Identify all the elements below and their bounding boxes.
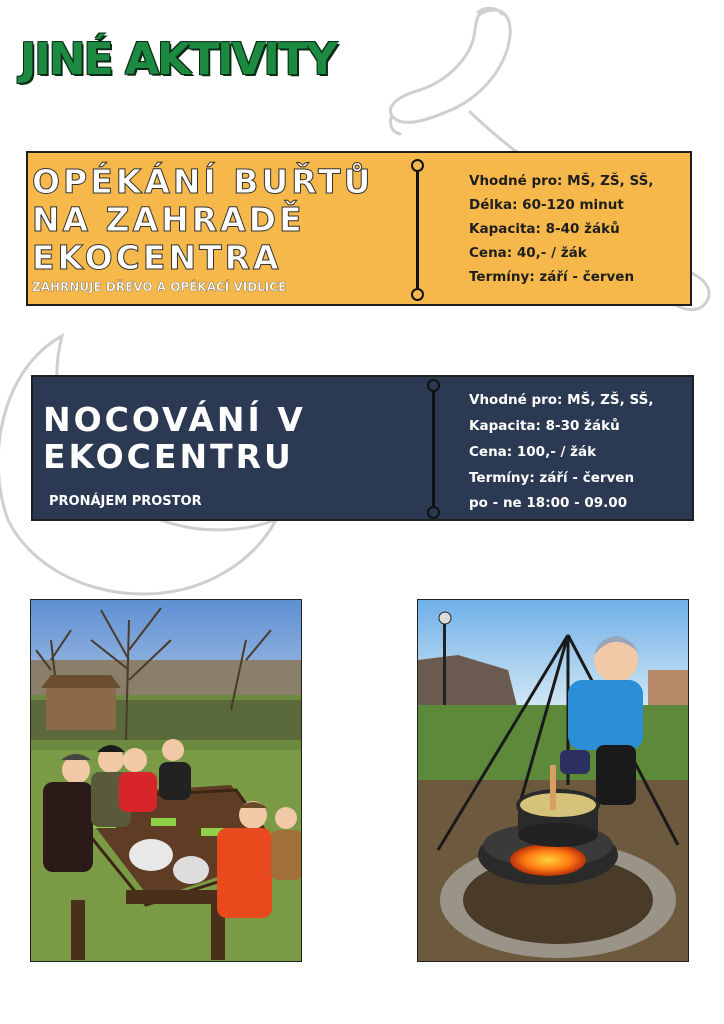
- timeline-divider: [416, 171, 419, 289]
- info-capacity: Kapacita: 8-30 žáků: [469, 418, 620, 434]
- children-picnic-table-photo: [30, 599, 302, 962]
- activity-title: [32, 163, 373, 277]
- info-price: Cena: 40,- / žák: [469, 245, 587, 261]
- activity-title-line: OPÉKÁNÍ BUŘTŮ: [32, 162, 374, 201]
- activity-title-line: NOCOVÁNÍ V: [43, 400, 306, 439]
- activity-note: PRONÁJEM PROSTOR: [49, 494, 202, 509]
- info-suitable-for: Vhodné pro: MŠ, ZŠ, SŠ,: [469, 173, 654, 189]
- info-price: Cena: 100,- / žák: [469, 444, 597, 460]
- activity-card-overnight-stay: [31, 375, 694, 521]
- info-suitable-for: Vhodné pro: MŠ, ZŠ, SŠ,: [469, 392, 654, 408]
- activity-info-list: [469, 387, 653, 513]
- info-dates: Termíny: září - červen: [469, 470, 635, 486]
- info-duration: Délka: 60-120 minut: [469, 197, 624, 213]
- page-title: JINÉ AKTIVITY: [20, 34, 336, 85]
- activity-note: ZAHRNUJE DŘEVO A OPÉKACÍ VIDLICE: [32, 280, 287, 294]
- info-hours: po - ne 18:00 - 09.00: [469, 495, 628, 511]
- activity-title-line: NA ZAHRADĚ: [32, 200, 305, 239]
- activity-title-line: EKOCENTRA: [32, 238, 282, 277]
- activity-card-sausage-roasting: [26, 151, 692, 306]
- info-capacity: Kapacita: 8-40 žáků: [469, 221, 620, 237]
- activity-title-line: EKOCENTRU: [43, 437, 294, 476]
- info-dates: Termíny: září - červen: [469, 269, 635, 285]
- timeline-divider: [432, 391, 435, 507]
- cauldron-campfire-photo: [417, 599, 689, 962]
- activity-title: [43, 401, 306, 475]
- activity-info-list: [469, 169, 653, 289]
